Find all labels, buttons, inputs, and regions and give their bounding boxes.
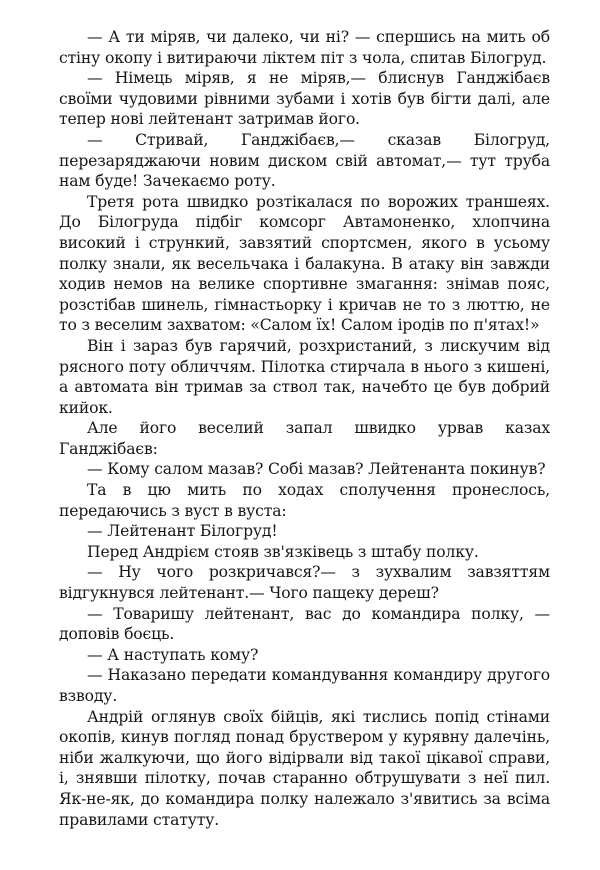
paragraph: Перед Андрієм стояв зв'язківець з штабу полку. xyxy=(87,542,479,561)
paragraph: Та в цю мить по ходах сполучення пронеслось, передаючись з вуст в вуста: xyxy=(59,481,550,520)
paragraph: Він і зараз був гарячий, розхристаний, з лискучим від рясного поту обличчям. Пілотка стирчала в нього з кишені, а автомата він тримав за ствол так, начебто це був добрий кийок. xyxy=(59,336,550,417)
paragraph: — Стривай, Ганджібаєв,— сказав Білогруд, перезаряджаючи новим диском свій автомат,— тут труба нам буде! Зачекаємо роту. xyxy=(59,130,550,191)
paragraph: Але його веселий запал швидко урвав казах Ганджібаєв: xyxy=(59,419,550,458)
paragraph: — Лейтенант Білогруд! xyxy=(87,522,278,541)
paragraph: — А ти міряв, чи далеко, чи ні? — спершись на мить об стіну окопу і витираючи ліктем піт з чола, спитав Білогруд. xyxy=(59,28,550,67)
paragraph: — Ну чого розкричався?— з зухвалим завзяттям відгукнувся лейтенант.— Чого пащеку дереш? xyxy=(59,563,550,603)
paragraph: — Наказано передати командування командиру другого взводу. xyxy=(59,666,550,705)
paragraph: — Товаришу лейтенант, вас до командира полку, — доповів боєць. xyxy=(59,604,550,644)
paragraph: — Німець міряв, я не міряв,— блиснув Ганджібаєв своїми чудовими рівними зубами і хотів був бігти далі, але тепер нові лейтенант затримав його. xyxy=(59,69,550,129)
paragraph: — Кому салом мазав? Собі мазав? Лейтенанта покинув? xyxy=(87,460,546,479)
paragraph: Андрій оглянув своїх бійців, які тислись попід стінами окопів, кинув погляд понад бруствером у курявну далечінь, ніби жалкуючи, що його відірвали від такої цікавої справи, і, знявши пілотку, почав старанно обтрушувати з неї пил. Як-не-як, до командира полку належало з'явитись за всіма правилами статуту. xyxy=(59,707,550,829)
paragraph: — А наступать кому? xyxy=(87,645,259,664)
book-page xyxy=(59,27,550,847)
paragraph: Третя рота швидко розтікалася по ворожих траншеях. До Білогруда підбіг комсорг Автамоненко, хлопчина високий і стрункий, завзятий спортсмен, якого в усьому полку знали, як весельчака і балакуна. В атаку він завжди ходив немов на велике спортивне змагання: знімав пояс, розстібав шинель, гімнастьорку і кричав не то з люттю, не то з веселим захватом: «Салом їх! Салом іродів по п'ятах!» xyxy=(59,192,550,335)
